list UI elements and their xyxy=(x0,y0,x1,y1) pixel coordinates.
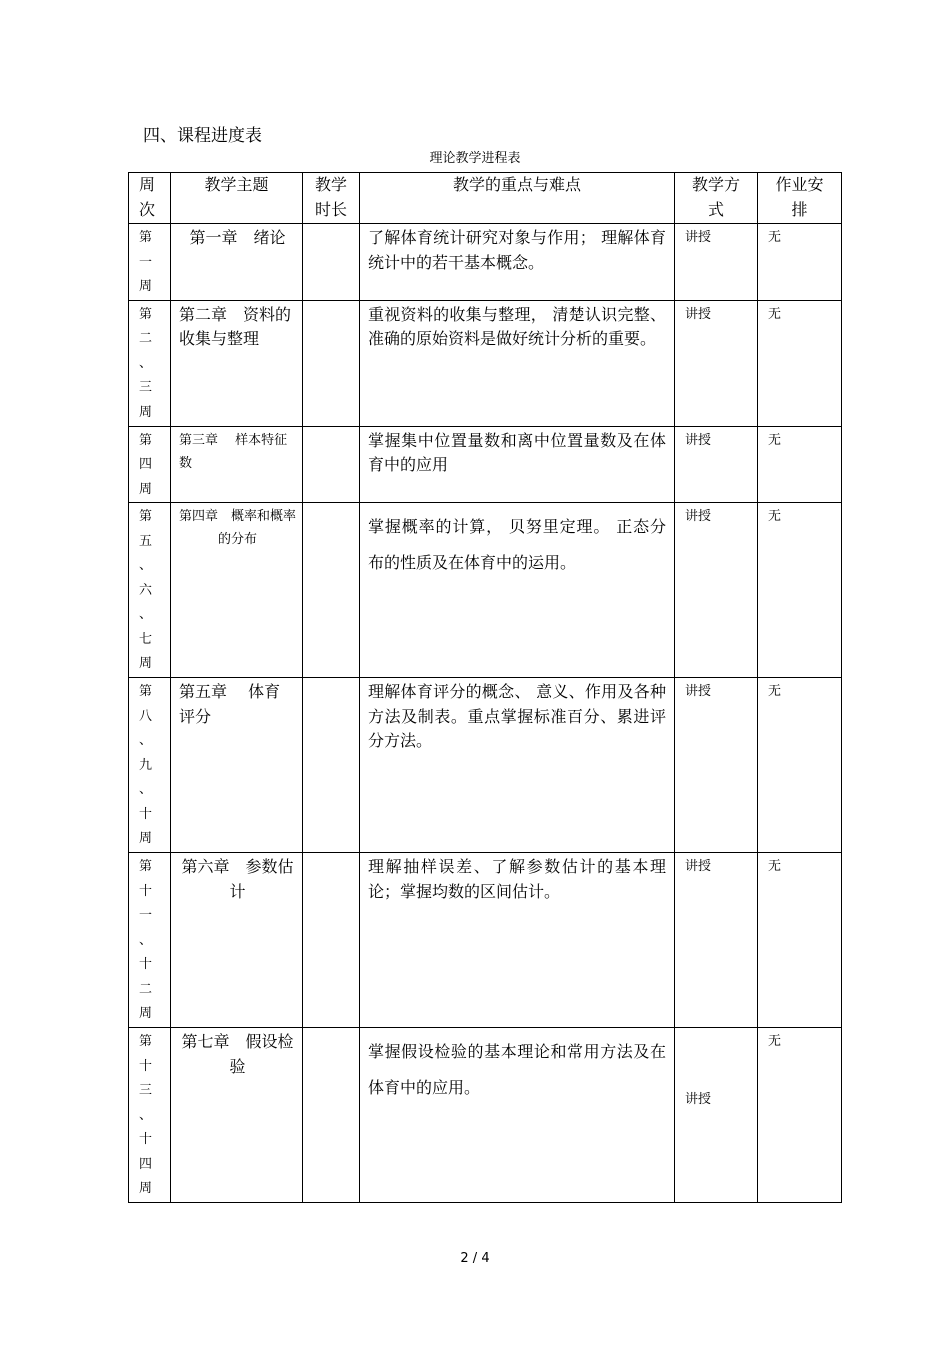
method-cell: 讲授 xyxy=(675,224,758,301)
topic-cell: 第二章 资料的收集与整理 xyxy=(171,300,303,426)
week-cell: 第 二 、 三 周 xyxy=(129,300,171,426)
homework-cell: 无 xyxy=(758,300,842,426)
section-title: 四、课程进度表 xyxy=(143,126,262,146)
homework-cell: 无 xyxy=(758,503,842,678)
page-number: 2 / 4 xyxy=(460,1251,490,1266)
method-cell: 讲授 xyxy=(675,1028,758,1203)
header-content: 教学的重点与难点 xyxy=(360,173,675,224)
duration-cell xyxy=(303,300,360,426)
topic-cell: 第六章 参数估计 xyxy=(171,853,303,1028)
topic-cell: 第四章 概率和概率的分布 xyxy=(171,503,303,678)
table-row xyxy=(129,1028,842,1203)
content-cell: 了解体育统计研究对象与作用； 理解体育统计中的若干基本概念。 xyxy=(360,224,675,301)
schedule-table xyxy=(128,172,842,1203)
topic-cell: 第五章 体育评分 xyxy=(171,678,303,853)
method-cell: 讲授 xyxy=(675,853,758,1028)
table-caption: 理论教学进程表 xyxy=(429,151,521,166)
duration-cell xyxy=(303,1028,360,1203)
homework-cell: 无 xyxy=(758,678,842,853)
topic-cell: 第一章 绪论 xyxy=(171,224,303,301)
homework-cell: 无 xyxy=(758,224,842,301)
method-cell: 讲授 xyxy=(675,300,758,426)
week-cell: 第 一 周 xyxy=(129,224,171,301)
content-cell: 理解体育评分的概念、 意义、作用及各种方法及制表。重点掌握标准百分、累进评分方法。 xyxy=(360,678,675,853)
content-cell: 理解抽样误差、了解参数估计的基本理论；掌握均数的区间估计。 xyxy=(360,853,675,1028)
topic-cell: 第三章 样本特征数 xyxy=(171,426,303,503)
content-cell: 掌握假设检验的基本理论和常用方法及在体育中的应用。 xyxy=(360,1028,675,1203)
method-cell: 讲授 xyxy=(675,503,758,678)
table-row xyxy=(129,853,842,1028)
table-row xyxy=(129,426,842,503)
topic-cell: 第七章 假设检验 xyxy=(171,1028,303,1203)
table-row xyxy=(129,503,842,678)
duration-cell xyxy=(303,224,360,301)
table-row xyxy=(129,300,842,426)
method-cell: 讲授 xyxy=(675,426,758,503)
header-week: 周 次 xyxy=(129,173,171,224)
method-cell: 讲授 xyxy=(675,678,758,853)
duration-cell xyxy=(303,678,360,853)
week-cell: 第 五 、 六 、 七 周 xyxy=(129,503,171,678)
header-duration: 教学 时长 xyxy=(303,173,360,224)
homework-cell: 无 xyxy=(758,426,842,503)
table-row xyxy=(129,678,842,853)
header-row xyxy=(129,173,842,224)
duration-cell xyxy=(303,853,360,1028)
week-cell: 第 十 一 、 十 二 周 xyxy=(129,853,171,1028)
homework-cell: 无 xyxy=(758,853,842,1028)
header-homework: 作业安 排 xyxy=(758,173,842,224)
content-cell: 掌握集中位置量数和离中位置量数及在体育中的应用 xyxy=(360,426,675,503)
week-cell: 第 八 、 九 、 十 周 xyxy=(129,678,171,853)
duration-cell xyxy=(303,426,360,503)
header-topic: 教学主题 xyxy=(171,173,303,224)
duration-cell xyxy=(303,503,360,678)
homework-cell: 无 xyxy=(758,1028,842,1203)
header-method: 教学方 式 xyxy=(675,173,758,224)
week-cell: 第 四 周 xyxy=(129,426,171,503)
week-cell: 第 十 三 、 十 四 周 xyxy=(129,1028,171,1203)
content-cell: 掌握概率的计算， 贝努里定理。 正态分布的性质及在体育中的运用。 xyxy=(360,503,675,678)
table-row xyxy=(129,224,842,301)
content-cell: 重视资料的收集与整理， 清楚认识完整、准确的原始资料是做好统计分析的重要。 xyxy=(360,300,675,426)
